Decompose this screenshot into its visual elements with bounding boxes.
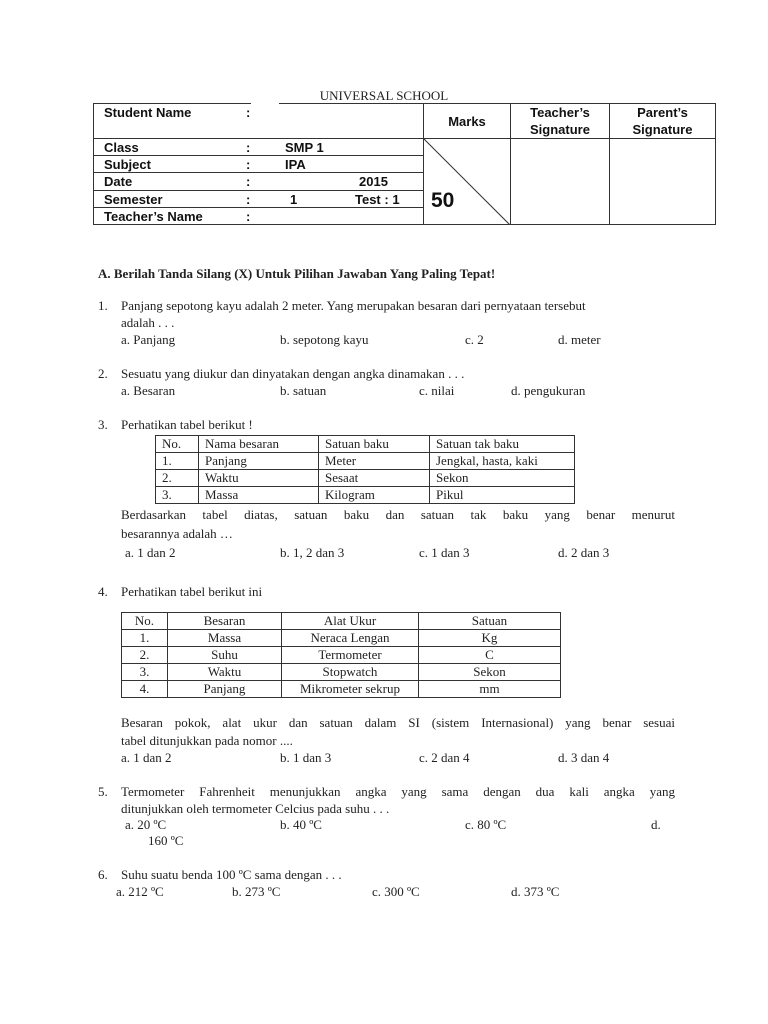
- colon: :: [246, 157, 251, 172]
- table-header-cell: Satuan baku: [319, 436, 430, 453]
- option-c[interactable]: c. 2 dan 4: [419, 750, 470, 765]
- table-cell: Sekon: [419, 664, 561, 681]
- colon: :: [246, 105, 251, 120]
- option-c[interactable]: c. 1 dan 3: [419, 545, 470, 560]
- option-d[interactable]: d. meter: [558, 332, 601, 347]
- marks-value: 50: [431, 189, 455, 212]
- option-b[interactable]: b. 40 ºC: [280, 817, 322, 832]
- measurement-table: [121, 612, 561, 698]
- table-row: [122, 630, 561, 647]
- table-row: [156, 453, 575, 470]
- table-cell: Pikul: [430, 487, 575, 504]
- question-3-text-cont: Berdasarkan tabel diatas, satuan baku dan satuan tak baku yang benar menurut: [121, 507, 675, 522]
- option-c[interactable]: c. 300 ºC: [372, 884, 420, 899]
- option-d[interactable]: d. 2 dan 3: [558, 545, 610, 560]
- question-number: 3.: [98, 417, 108, 432]
- table-cell: C: [419, 647, 561, 664]
- table-cell: Mikrometer sekrup: [282, 681, 419, 698]
- question-3-text-cont: besarannya adalah …: [121, 526, 233, 541]
- marks-label: Marks: [448, 114, 486, 129]
- option-b[interactable]: b. 1 dan 3: [280, 750, 332, 765]
- table-cell: Sesaat: [319, 470, 430, 487]
- table-row: [122, 647, 561, 664]
- table-header-cell: No.: [156, 436, 199, 453]
- table-cell: Panjang: [199, 453, 319, 470]
- table-cell: Stopwatch: [282, 664, 419, 681]
- table-cell: mm: [419, 681, 561, 698]
- table-cell: 1.: [156, 453, 199, 470]
- table-header-row: [156, 436, 575, 453]
- table-cell: 4.: [122, 681, 168, 698]
- table-header-cell: No.: [122, 613, 168, 630]
- colon: :: [246, 140, 251, 155]
- table-cell: Sekon: [430, 470, 575, 487]
- table-header-cell: Alat Ukur: [282, 613, 419, 630]
- table-row: [156, 487, 575, 504]
- table-cell: Waktu: [199, 470, 319, 487]
- question-3-text: Perhatikan tabel berikut !: [121, 417, 253, 432]
- table-cell: Termometer: [282, 647, 419, 664]
- question-number: 4.: [98, 584, 108, 599]
- question-number: 6.: [98, 867, 108, 882]
- option-a[interactable]: a. 20 ºC: [125, 817, 167, 832]
- semester-value: 1: [290, 192, 298, 207]
- option-c[interactable]: c. 80 ºC: [465, 817, 507, 832]
- question-5-text-cont: ditunjukkan oleh termometer Celcius pada suhu . . .: [121, 801, 390, 816]
- option-d[interactable]: d.: [651, 817, 661, 832]
- question-6-text: Suhu suatu benda 100 ºC sama dengan . . .: [121, 867, 342, 882]
- date-label: Date: [104, 174, 133, 189]
- table-header-cell: Satuan tak baku: [430, 436, 575, 453]
- table-cell: Panjang: [168, 681, 282, 698]
- school-title: UNIVERSAL SCHOOL: [319, 88, 449, 103]
- question-number: 1.: [98, 298, 108, 313]
- option-d[interactable]: d. pengukuran: [511, 383, 586, 398]
- table-cell: 2.: [156, 470, 199, 487]
- table-cell: Suhu: [168, 647, 282, 664]
- table-row: [156, 470, 575, 487]
- table-cell: 1.: [122, 630, 168, 647]
- option-a[interactable]: a. Besaran: [121, 383, 176, 398]
- student-info-header: [93, 103, 716, 225]
- class-value: SMP 1: [285, 140, 324, 155]
- question-1-text: Panjang sepotong kayu adalah 2 meter. Yang merupakan besaran dari pernyataan tersebut: [121, 298, 586, 313]
- teacher-name-label: Teacher’s Name: [104, 209, 203, 224]
- student-name-label: Student Name: [104, 105, 192, 120]
- option-c[interactable]: c. 2: [465, 332, 484, 347]
- option-d[interactable]: d. 373 ºC: [511, 884, 560, 899]
- question-number: 5.: [98, 784, 108, 799]
- option-d[interactable]: d. 3 dan 4: [558, 750, 610, 765]
- question-5-text: Termometer Fahrenheit menunjukkan angka yang sama dengan dua kali angka yang: [121, 784, 675, 799]
- table-cell: Neraca Lengan: [282, 630, 419, 647]
- table-cell: 3.: [122, 664, 168, 681]
- colon: :: [246, 174, 251, 189]
- table-header-cell: Besaran: [168, 613, 282, 630]
- table-cell: Waktu: [168, 664, 282, 681]
- table-cell: Meter: [319, 453, 430, 470]
- option-a[interactable]: a. 1 dan 2: [125, 545, 176, 560]
- table-row: [122, 664, 561, 681]
- teacher-signature-label: Teacher’s Signature: [530, 105, 590, 137]
- colon: :: [246, 209, 251, 224]
- table-cell: 2.: [122, 647, 168, 664]
- table-cell: Kilogram: [319, 487, 430, 504]
- question-4-text: Perhatikan tabel berikut ini: [121, 584, 263, 599]
- date-value: 2015: [359, 174, 388, 189]
- question-4-text-cont: Besaran pokok, alat ukur dan satuan dalam SI (sistem Internasional) yang benar sesuai: [121, 715, 675, 730]
- option-b[interactable]: b. 273 ºC: [232, 884, 281, 899]
- question-4-text-cont: tabel ditunjukkan pada nomor ....: [121, 733, 293, 748]
- table-cell: Jengkal, hasta, kaki: [430, 453, 575, 470]
- section-a-instruction: A. Berilah Tanda Silang (X) Untuk Pilihan Jawaban Yang Paling Tepat!: [98, 266, 496, 281]
- option-b[interactable]: b. sepotong kayu: [280, 332, 369, 347]
- parent-signature-label: Parent’s Signature: [632, 105, 693, 137]
- table-cell: Massa: [199, 487, 319, 504]
- question-2-text: Sesuatu yang diukur dan dinyatakan dengan angka dinamakan . . .: [121, 366, 465, 381]
- question-number: 2.: [98, 366, 108, 381]
- table-header-cell: Satuan: [419, 613, 561, 630]
- option-d-value[interactable]: 160 ºC: [148, 833, 184, 848]
- table-header-row: [122, 613, 561, 630]
- table-cell: 3.: [156, 487, 199, 504]
- test-value: Test : 1: [355, 192, 400, 207]
- question-1-text-cont: adalah . . .: [121, 315, 175, 330]
- table-row: [122, 681, 561, 698]
- class-label: Class: [104, 140, 139, 155]
- units-table: [155, 435, 575, 504]
- option-c[interactable]: c. nilai: [419, 383, 455, 398]
- table-header-cell: Nama besaran: [199, 436, 319, 453]
- option-a[interactable]: a. 1 dan 2: [121, 750, 172, 765]
- table-cell: Kg: [419, 630, 561, 647]
- option-a[interactable]: a. 212 ºC: [116, 884, 164, 899]
- option-b[interactable]: b. satuan: [280, 383, 327, 398]
- subject-value: IPA: [285, 157, 306, 172]
- semester-label: Semester: [104, 192, 163, 207]
- colon: :: [246, 192, 251, 207]
- table-cell: Massa: [168, 630, 282, 647]
- option-b[interactable]: b. 1, 2 dan 3: [280, 545, 345, 560]
- option-a[interactable]: a. Panjang: [121, 332, 176, 347]
- subject-label: Subject: [104, 157, 151, 172]
